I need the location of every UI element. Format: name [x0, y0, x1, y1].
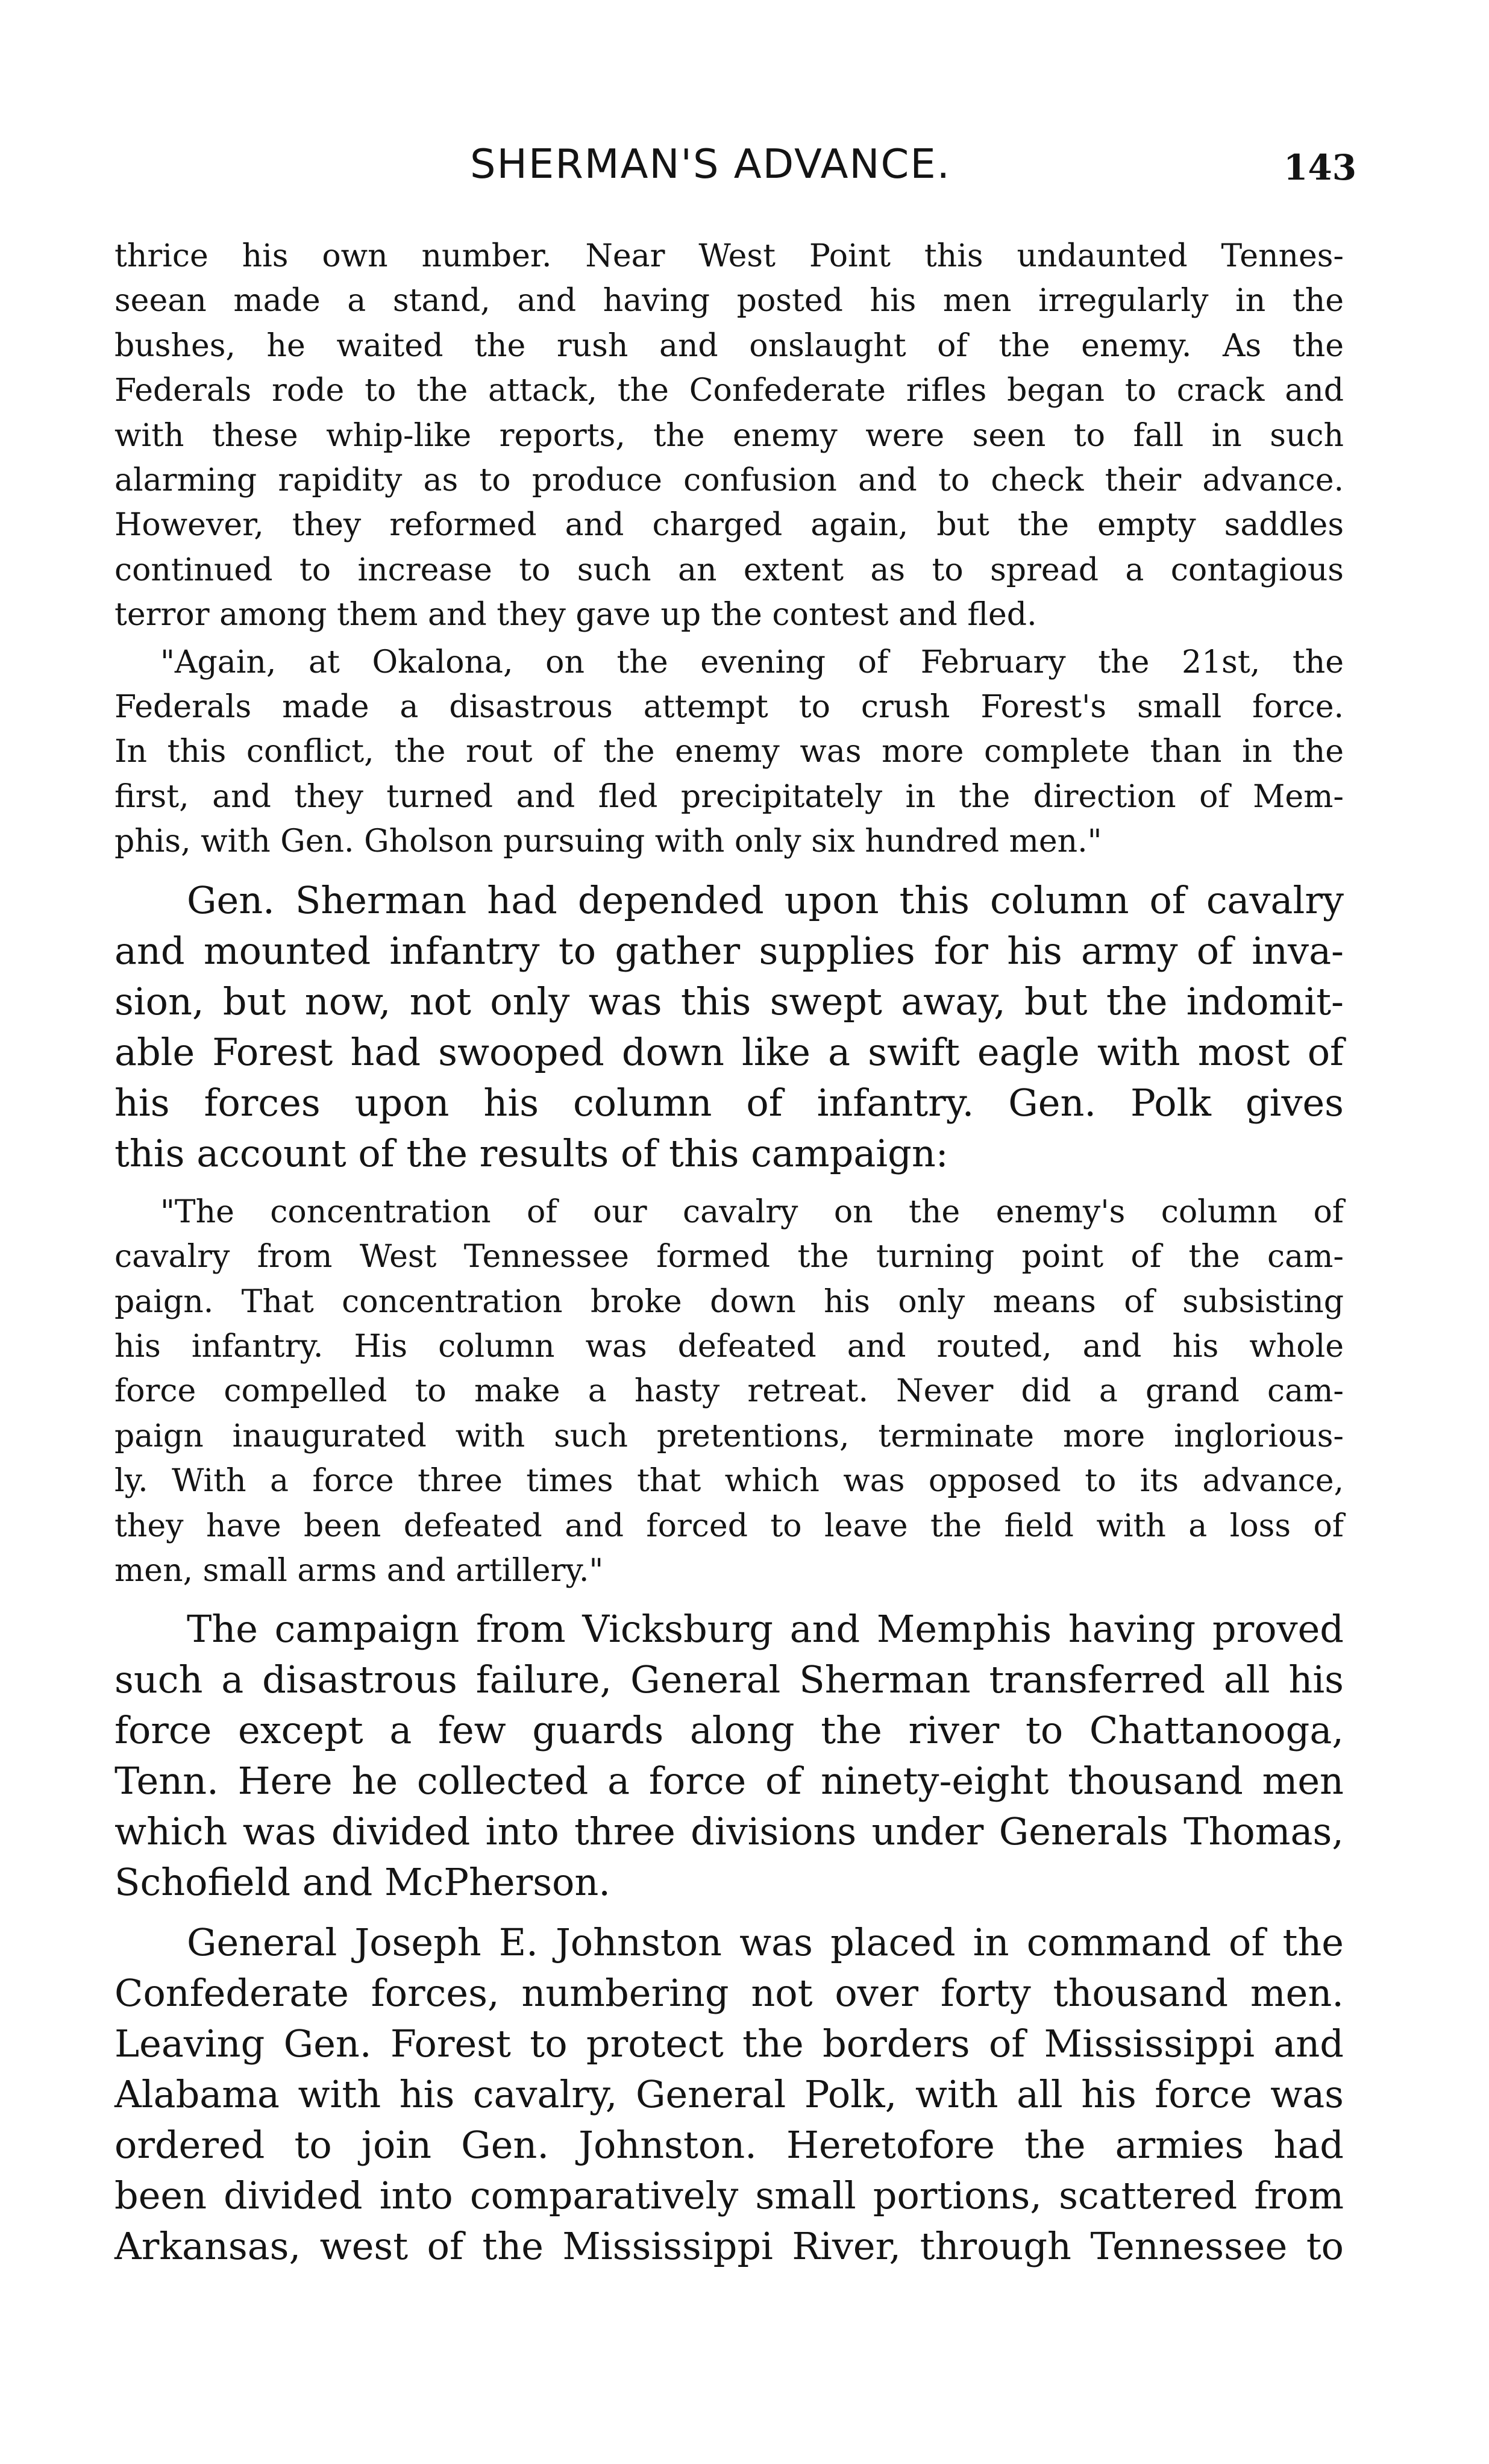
text-line: Schofield and McPherson. [114, 1860, 610, 1905]
paragraph-okalona-quote [114, 640, 1344, 864]
page-number: 143 [1284, 147, 1357, 188]
text-line: alarming rapidity as to produce confusion and to check their advance. [114, 462, 1344, 499]
text-line: The campaign from Vicksburg and Memphis having proved [187, 1607, 1344, 1652]
paragraph-sherman-column [114, 875, 1344, 1179]
paragraph-campaign-failure [114, 1604, 1344, 1908]
text-line: General Joseph E. Johnston was placed in command of the [187, 1920, 1344, 1965]
text-line: Confederate forces, numbering not over forty thousand men. [114, 1971, 1344, 2016]
text-line: "Again, at Okalona, on the evening of February the 21st, the [160, 644, 1344, 680]
text-line: paign inaugurated with such pretentions, terminate more inglorious- [114, 1418, 1344, 1454]
text-line: thrice his own number. Near West Point this undaunted Tennes- [114, 238, 1344, 274]
text-line: ordered to join Gen. Johnston. Heretofore the armies had [114, 2123, 1344, 2167]
text-line: first, and they turned and fled precipitately in the direction of Mem- [114, 778, 1344, 815]
text-line: which was divided into three divisions under Generals Thomas, [114, 1809, 1344, 1854]
text-line: this account of the results of this campaign: [114, 1131, 948, 1175]
text-line: Gen. Sherman had depended upon this column of cavalry [187, 878, 1344, 922]
text-line: Federals rode to the attack, the Confederate rifles began to crack and [114, 372, 1344, 409]
text-line: ly. With a force three times that which was opposed to its advance, [114, 1463, 1344, 1500]
text-line: terror among them and they gave up the contest and fled. [114, 597, 1037, 633]
text-line: Leaving Gen. Forest to protect the borders of Mississippi and [114, 2022, 1344, 2066]
text-line: "The concentration of our cavalry on the enemy's column of [160, 1193, 1344, 1230]
text-line: force except a few guards along the river to Chattanooga, [114, 1708, 1344, 1753]
text-line: cavalry from West Tennessee formed the turning point of the cam- [114, 1239, 1344, 1275]
text-line: seean made a stand, and having posted his men irregularly in the [114, 283, 1344, 319]
running-head [0, 134, 1489, 194]
text-line: they have been defeated and forced to leave the field with a loss of [114, 1507, 1344, 1544]
running-title: SHERMAN'S ADVANCE. [470, 140, 951, 187]
body-text [114, 234, 1344, 2272]
text-line: been divided into comparatively small portions, scattered from [114, 2173, 1344, 2218]
text-line: However, they reformed and charged again, but the empty saddles [114, 507, 1344, 544]
paragraph-quoted-account [114, 234, 1344, 638]
text-line: continued to increase to such an extent as to spread a contagious [114, 552, 1344, 588]
text-line: sion, but now, not only was this swept away, but the indomit- [114, 979, 1344, 1023]
text-line: Alabama with his cavalry, General Polk, with all his force was [114, 2072, 1344, 2117]
text-line: men, small arms and artillery." [114, 1552, 604, 1589]
text-line: Arkansas, west of the Mississippi River, through Tennessee to [114, 2224, 1344, 2269]
text-line: bushes, he waited the rush and onslaught of the enemy. As the [114, 327, 1344, 364]
text-line: and mounted infantry to gather supplies for his army of inva- [114, 928, 1344, 973]
text-line: paign. That concentration broke down his only means of subsisting [114, 1283, 1344, 1320]
text-line: his infantry. His column was defeated and routed, and his whole [114, 1328, 1344, 1365]
text-line: with these whip-like reports, the enemy were seen to fall in such [114, 417, 1344, 454]
text-line: phis, with Gen. Gholson pursuing with only six hundred men." [114, 823, 1102, 860]
text-line: Tenn. Here he collected a force of ninety-eight thousand men [114, 1759, 1344, 1803]
paragraph-johnston-command [114, 1917, 1344, 2272]
text-line: Federals made a disastrous attempt to crush Forest's small force. [114, 689, 1344, 726]
text-line: able Forest had swooped down like a swift eagle with most of [114, 1029, 1344, 1074]
text-line: his forces upon his column of infantry. Gen. Polk gives [114, 1080, 1344, 1125]
paragraph-polk-quote [114, 1190, 1344, 1594]
text-line: such a disastrous failure, General Sherman transferred all his [114, 1658, 1344, 1702]
text-line: In this conflict, the rout of the enemy was more complete than in the [114, 734, 1344, 770]
text-line: force compelled to make a hasty retreat. Never did a grand cam- [114, 1373, 1344, 1410]
